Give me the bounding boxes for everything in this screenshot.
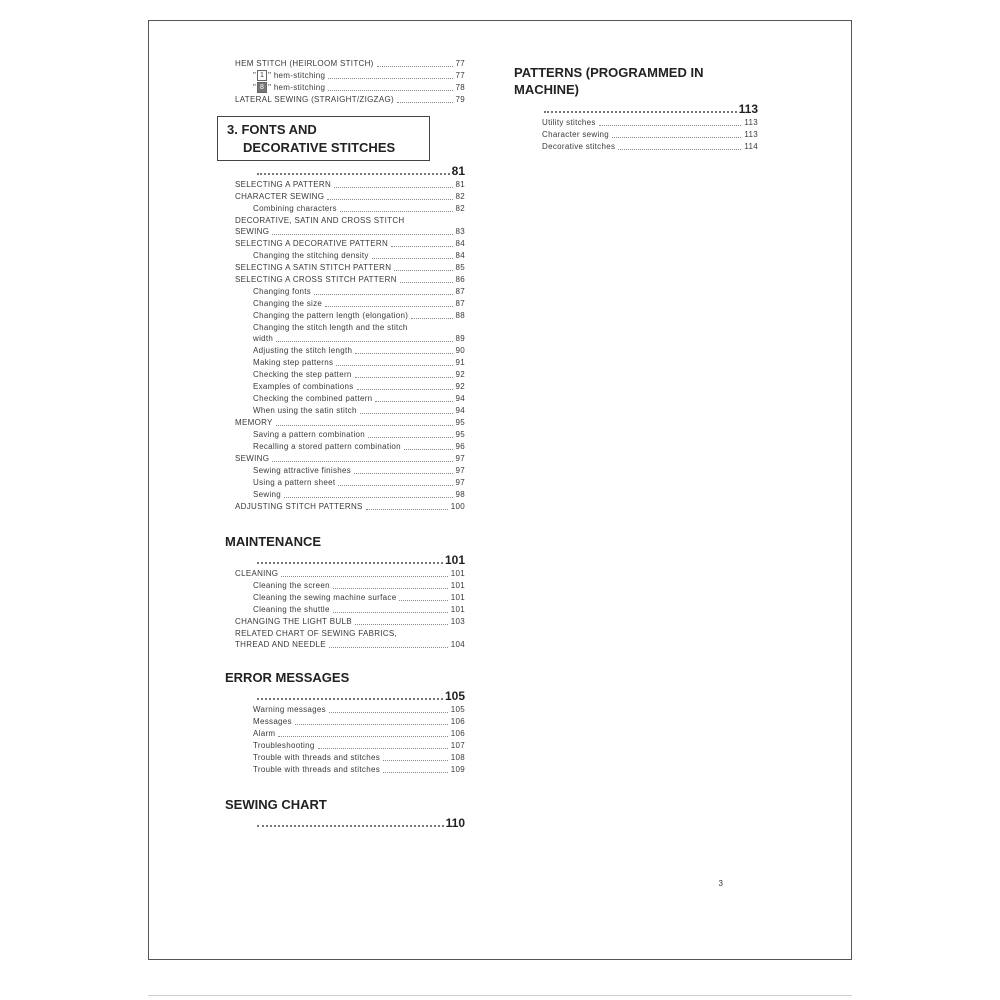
toc-page-number: 82 — [455, 192, 465, 201]
section-page-number: 113 — [738, 102, 758, 116]
toc-entry-title: ADJUSTING STITCH PATTERNS — [235, 502, 363, 511]
section-page-row — [257, 552, 465, 568]
dot-leader — [334, 187, 452, 188]
toc-page-number: 83 — [455, 227, 465, 236]
section-heading-sewing-chart: SEWING CHART — [225, 797, 327, 812]
toc-page-number: 97 — [455, 478, 465, 487]
toc-entry-title: Recalling a stored pattern combination — [253, 442, 401, 451]
dot-leader — [360, 413, 453, 414]
toc-entry — [235, 381, 465, 393]
dot-leader — [355, 377, 453, 378]
dot-leader — [314, 294, 452, 295]
toc-entry-title: Using a pattern sheet — [253, 478, 336, 487]
toc-entry — [235, 441, 465, 453]
section-page-number: 101 — [444, 553, 465, 567]
dot-leader — [404, 449, 453, 450]
toc-entry-title: Adjusting the stitch length — [253, 346, 353, 355]
dot-leader — [399, 600, 447, 601]
dot-leader — [411, 318, 452, 319]
toc-entry-title: When using the satin stitch — [253, 406, 357, 415]
toc-page-number: 88 — [455, 311, 465, 320]
toc-entry-title: Alarm — [253, 729, 276, 738]
toc-entry — [235, 604, 465, 616]
dot-leader — [357, 389, 453, 390]
toc-page-number: 81 — [455, 180, 465, 189]
toc-page-number: 105 — [450, 705, 465, 714]
toc-page-number: 114 — [744, 142, 758, 151]
dot-leader — [599, 125, 742, 126]
divider — [148, 995, 852, 996]
stitch-symbol-icon: 8 — [257, 82, 267, 93]
toc-entry — [235, 250, 465, 262]
toc-entry — [235, 70, 465, 82]
toc-fonts-entries — [235, 179, 465, 513]
toc-top-entries — [235, 58, 465, 106]
dot-leader — [355, 353, 452, 354]
section-page-row — [257, 163, 465, 179]
toc-page-number: 98 — [455, 490, 465, 499]
toc-entry-title: Changing the size — [253, 299, 323, 308]
toc-entry — [235, 262, 465, 274]
dot-leader — [295, 724, 448, 725]
dot-leader — [329, 712, 448, 713]
toc-entry-title: SELECTING A SATIN STITCH PATTERN — [235, 263, 392, 272]
dot-leader — [329, 647, 448, 648]
toc-entry — [235, 716, 465, 728]
toc-entry-title: Troubleshooting — [253, 741, 315, 750]
dot-leader — [375, 401, 452, 402]
toc-entry — [235, 286, 465, 298]
toc-entry — [235, 191, 465, 203]
toc-page-number: 108 — [450, 753, 465, 762]
dot-leader — [400, 282, 453, 283]
toc-page-number: 95 — [455, 430, 465, 439]
section-heading-errors: ERROR MESSAGES — [225, 670, 350, 685]
toc-entry — [235, 580, 465, 592]
toc-entry-title: SELECTING A CROSS STITCH PATTERN — [235, 275, 397, 284]
stitch-symbol-icon: 1 — [257, 70, 267, 81]
toc-entry — [235, 740, 465, 752]
toc-entry — [235, 704, 465, 716]
toc-page-number: 106 — [450, 729, 465, 738]
toc-entry-title: LATERAL SEWING (STRAIGHT/ZIGZAG) — [235, 95, 394, 104]
document-page — [148, 20, 852, 960]
toc-page-number: 84 — [455, 251, 465, 260]
toc-page-number: 96 — [455, 442, 465, 451]
toc-entry-title: Changing fonts — [253, 287, 312, 296]
toc-page-number: 104 — [450, 640, 465, 649]
dot-leader — [377, 66, 453, 67]
toc-page-number: 101 — [450, 605, 465, 614]
toc-entry — [235, 639, 465, 651]
section-heading-maintenance: MAINTENANCE — [225, 534, 322, 549]
dot-leader — [281, 576, 447, 577]
dot-leader — [383, 760, 448, 761]
toc-entry — [235, 310, 465, 322]
toc-entry-title: Examples of combinations — [253, 382, 354, 391]
toc-entry-title: Making step patterns — [253, 358, 334, 367]
dot-leader — [333, 612, 448, 613]
toc-entry-title: Sewing — [253, 490, 282, 499]
toc-page-number: 82 — [455, 204, 465, 213]
dot-leader — [328, 90, 452, 91]
toc-maintenance-entries — [235, 568, 465, 651]
dot-leader — [278, 736, 447, 737]
toc-entry — [235, 94, 465, 106]
toc-entry-title: Cleaning the sewing machine surface — [253, 593, 397, 602]
toc-entry-title: Sewing attractive finishes — [253, 466, 352, 475]
dot-leader — [618, 149, 741, 150]
toc-entry-title: Combining characters — [253, 204, 337, 213]
toc-page-number: 94 — [455, 394, 465, 403]
dot-leader — [327, 199, 452, 200]
toc-entry-title: Cleaning the screen — [253, 581, 330, 590]
toc-entry-title: " 8 " hem-stitching — [253, 83, 326, 92]
dot-leader — [383, 772, 448, 773]
toc-entry-title: Checking the step pattern — [253, 370, 352, 379]
toc-entry — [235, 465, 465, 477]
toc-page-number: 92 — [455, 382, 465, 391]
toc-page-number: 85 — [455, 263, 465, 272]
toc-entry-title: Warning messages — [253, 705, 326, 714]
toc-entry — [235, 568, 465, 580]
toc-entry-title: Trouble with threads and stitches — [253, 765, 380, 774]
toc-right-column — [514, 64, 758, 153]
toc-entry — [235, 226, 465, 238]
toc-page-number: 90 — [455, 346, 465, 355]
section-page-row — [257, 815, 465, 831]
dot-leader — [276, 425, 453, 426]
section-page-number: 81 — [451, 164, 465, 178]
toc-entry-title: SELECTING A PATTERN — [235, 180, 332, 189]
toc-entry-title: Changing the pattern length (elongation) — [253, 311, 409, 320]
dot-leader — [272, 461, 452, 462]
toc-page-number: 101 — [450, 581, 465, 590]
toc-entry-title: Saving a pattern combination — [253, 430, 366, 439]
toc-entry-title: Utility stitches — [542, 118, 596, 127]
toc-error-entries — [235, 704, 465, 776]
dot-leader — [340, 211, 453, 212]
dot-leader — [318, 748, 448, 749]
section-title-line2: DECORATIVE STITCHES — [243, 140, 396, 155]
toc-entry — [235, 405, 465, 417]
toc-entry-title: Checking the combined pattern — [253, 394, 373, 403]
toc-page-number: 109 — [450, 765, 465, 774]
toc-entry — [235, 429, 465, 441]
toc-entry — [235, 477, 465, 489]
toc-entry — [235, 764, 465, 776]
toc-entry-title: Changing the stitching density — [253, 251, 369, 260]
dot-leader — [338, 485, 452, 486]
toc-entry-title: RELATED CHART OF SEWING FABRICS, — [235, 629, 398, 638]
dot-leader — [355, 624, 448, 625]
toc-page-number: 94 — [455, 406, 465, 415]
toc-page-number: 92 — [455, 370, 465, 379]
toc-entry — [235, 393, 465, 405]
toc-entry-title: SEWING — [235, 454, 270, 463]
toc-page-number: 107 — [450, 741, 465, 750]
toc-entry-title: CHANGING THE LIGHT BULB — [235, 617, 352, 626]
toc-entry-title: HEM STITCH (HEIRLOOM STITCH) — [235, 59, 374, 68]
toc-entry-title: DECORATIVE, SATIN AND CROSS STITCH — [235, 216, 405, 225]
toc-entry — [514, 117, 758, 129]
dot-leader — [325, 306, 452, 307]
toc-entry — [235, 238, 465, 250]
toc-page-number: 101 — [450, 569, 465, 578]
toc-page-number: 89 — [455, 334, 465, 343]
toc-page-number: 103 — [450, 617, 465, 626]
toc-entry-title: " 1 " hem-stitching — [253, 71, 326, 80]
toc-entry — [514, 129, 758, 141]
toc-page-number: 87 — [455, 299, 465, 308]
section-title-line1: 3. FONTS AND — [227, 122, 317, 137]
toc-page-number: 100 — [450, 502, 465, 511]
dot-leader — [394, 270, 452, 271]
toc-entry-text: hem-stitching — [273, 83, 326, 92]
toc-entry-continuation: SEWING — [235, 227, 270, 236]
toc-entry-title: Changing the stitch length and the stitch — [253, 323, 408, 332]
toc-page-number: 97 — [455, 454, 465, 463]
dot-leader — [366, 509, 448, 510]
dot-leader — [368, 437, 452, 438]
toc-entry — [235, 489, 465, 501]
toc-entry-title: Decorative stitches — [542, 142, 616, 151]
toc-entry-title: Cleaning the shuttle — [253, 605, 330, 614]
section-page-row — [544, 101, 758, 117]
dot-leader — [328, 78, 452, 79]
toc-page-number: 113 — [744, 130, 758, 139]
dot-leader — [391, 246, 452, 247]
toc-entry — [235, 345, 465, 357]
toc-entry-title: Character sewing — [542, 130, 610, 139]
toc-page-number: 106 — [450, 717, 465, 726]
page-number: 3 — [718, 879, 723, 888]
toc-entry — [235, 82, 465, 94]
toc-entry — [235, 728, 465, 740]
toc-entry-continuation: THREAD AND NEEDLE — [235, 640, 326, 649]
toc-entry — [235, 333, 465, 345]
toc-page-number: 101 — [450, 593, 465, 602]
toc-page-number: 95 — [455, 418, 465, 427]
section-page-row — [257, 688, 465, 704]
section-title-line2: MACHINE) — [514, 82, 579, 97]
dot-leader — [336, 365, 452, 366]
dot-leader — [276, 341, 452, 342]
toc-entry — [235, 592, 465, 604]
toc-entry — [235, 274, 465, 286]
toc-page-number: 84 — [455, 239, 465, 248]
toc-entry-continuation: width — [253, 334, 274, 343]
toc-entry — [235, 369, 465, 381]
dot-leader — [333, 588, 448, 589]
toc-entry-title: SELECTING A DECORATIVE PATTERN — [235, 239, 389, 248]
toc-entry — [235, 616, 465, 628]
toc-entry — [235, 501, 465, 513]
toc-entry — [514, 141, 758, 153]
toc-entry — [235, 752, 465, 764]
toc-entry — [235, 453, 465, 465]
toc-page-number: 86 — [455, 275, 465, 284]
toc-page-number: 78 — [455, 83, 465, 92]
toc-page-number: 87 — [455, 287, 465, 296]
toc-entry — [235, 298, 465, 310]
toc-page-number: 77 — [455, 59, 465, 68]
toc-entry — [235, 58, 465, 70]
toc-entry — [235, 417, 465, 429]
toc-entry-title: Trouble with threads and stitches — [253, 753, 380, 762]
toc-entry — [235, 179, 465, 191]
section-page-number: 105 — [444, 689, 465, 703]
dot-leader — [397, 102, 453, 103]
dot-leader — [284, 497, 452, 498]
toc-entry-title: Messages — [253, 717, 292, 726]
section-heading-fonts — [217, 116, 430, 161]
toc-entry-title: CLEANING — [235, 569, 279, 578]
toc-entry-title: MEMORY — [235, 418, 273, 427]
toc-entry — [235, 357, 465, 369]
toc-entry — [235, 203, 465, 215]
dot-leader — [372, 258, 453, 259]
dot-leader — [612, 137, 741, 138]
toc-page-number: 97 — [455, 466, 465, 475]
toc-page-number: 91 — [455, 358, 465, 367]
dot-leader — [272, 234, 452, 235]
toc-page-number: 79 — [455, 95, 465, 104]
toc-entry-text: hem-stitching — [273, 71, 326, 80]
dot-leader — [354, 473, 452, 474]
toc-pattern-entries — [514, 117, 758, 153]
toc-left-column — [225, 58, 465, 831]
toc-page-number: 77 — [455, 71, 465, 80]
section-title-line1: PATTERNS (PROGRAMMED IN — [514, 65, 704, 80]
toc-page-number: 113 — [744, 118, 758, 127]
toc-entry-title: CHARACTER SEWING — [235, 192, 325, 201]
section-page-number: 110 — [445, 816, 465, 830]
